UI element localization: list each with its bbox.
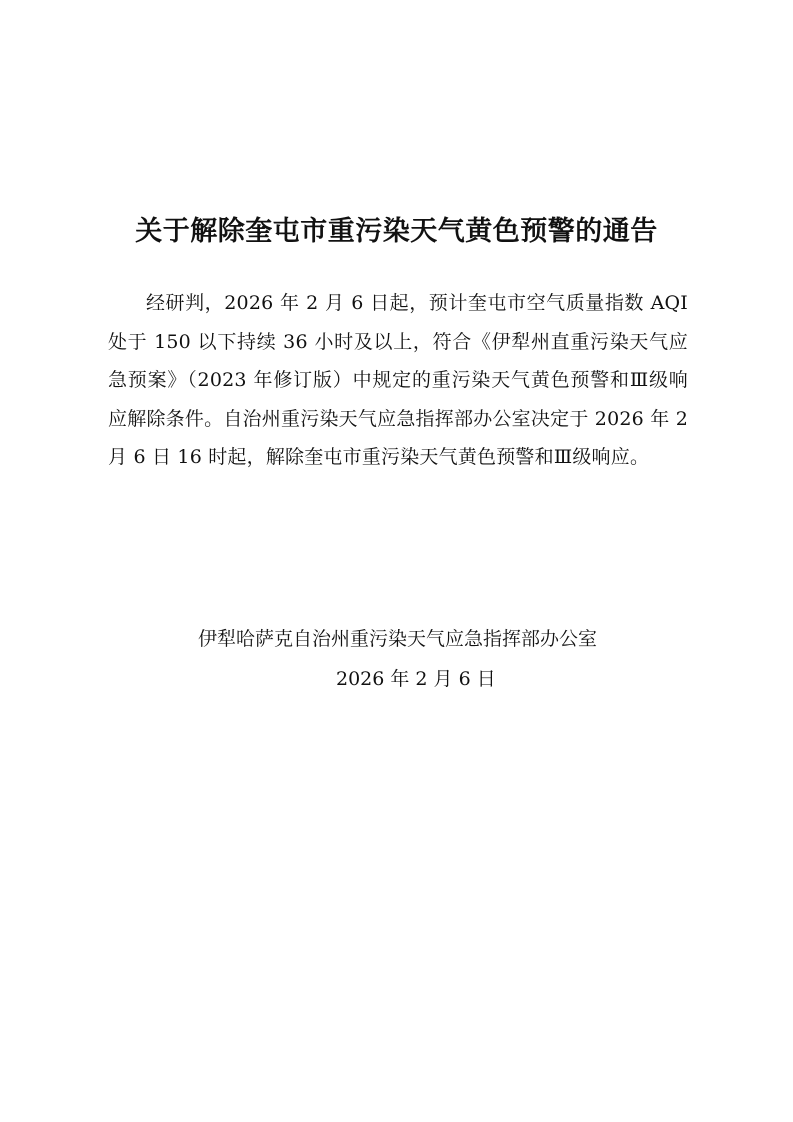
signature-organization: 伊犁哈萨克自治州重污染天气应急指挥部办公室 xyxy=(198,628,598,650)
signature-date: 2026 年 2 月 6 日 xyxy=(336,668,496,690)
document-body-paragraph: 经研判，2026 年 2 月 6 日起，预计奎屯市空气质量指数 AQI 处于 150 以下持续 36 小时及以上，符合《伊犁州直重污染天气应急预案》（2023 年修订版）中规定的重污染天气黄色预警和Ⅲ级响应解除条件。自治州重污染天气应急指挥部办公室决定于 2026 年 2 月 6 日 16 时起，解除奎屯市重污染天气黄色预警和Ⅲ级响应。 xyxy=(108,292,688,468)
document-title: 关于解除奎屯市重污染天气黄色预警的通告 xyxy=(135,216,658,247)
